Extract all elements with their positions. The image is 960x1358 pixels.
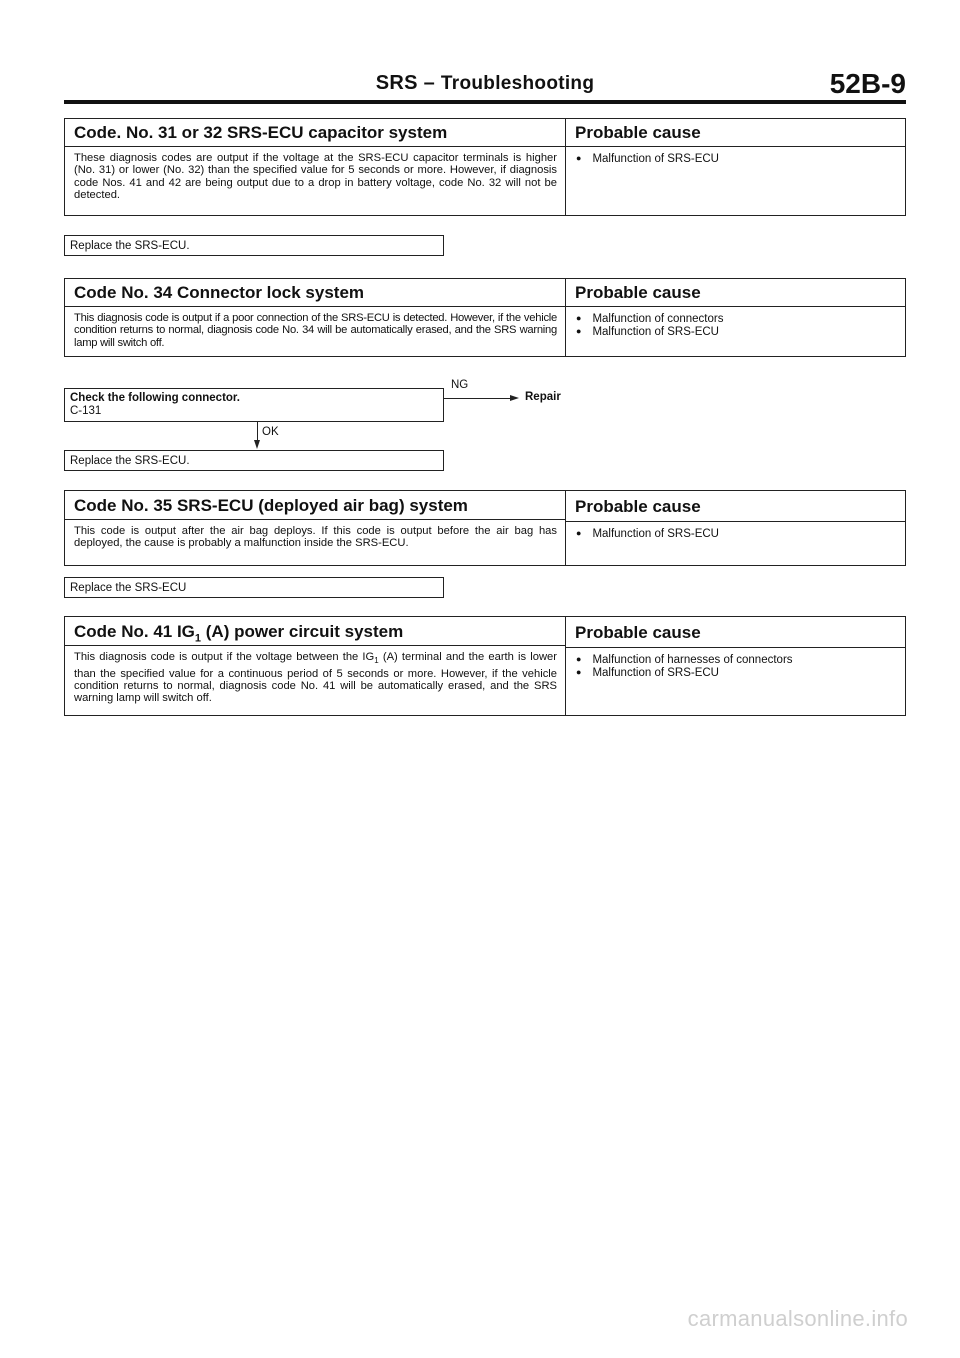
code-description-cell — [65, 279, 566, 356]
check-box — [64, 388, 444, 422]
page-header — [64, 68, 906, 104]
probable-cause-header: Probable cause — [566, 491, 905, 522]
code-description: This diagnosis code is output if a poor connection of the SRS-ECU is detected. However, if the vehicle condition returns to normal, diagnosis code No. 34 will be automatically erased, and the SRS warning lamp will switch off. — [74, 312, 557, 349]
cause-item: ● Malfunction of connectors — [576, 313, 905, 326]
code-34-block — [64, 278, 906, 357]
cause-item: ● Malfunction of SRS-ECU — [576, 528, 905, 541]
code-description: These diagnosis codes are output if the voltage at the SRS-ECU capacitor terminals is higher (No. 31) or lower (No. 32) than the specified value for 5 seconds or more. However, if diagnosis code Nos. 41 and 42 are being output due to a drop in battery voltage, code No. 32 will not be detected. — [74, 152, 557, 201]
action-box — [64, 235, 444, 256]
check-title: Check the following connector. — [70, 392, 240, 404]
cause-item: ● Malfunction of harnesses of connectors — [576, 654, 905, 667]
code-description-cell — [65, 491, 566, 565]
description-subscript: 1 — [374, 656, 379, 666]
title-main: SRS — [375, 72, 418, 94]
code-title-subscript: 1 — [194, 632, 202, 645]
code-title-prefix: Code No. 41 IG — [74, 622, 195, 641]
probable-cause-header: Probable cause — [566, 617, 905, 648]
action-text: Replace the SRS-ECU — [70, 582, 187, 594]
down-arrow-icon — [254, 440, 260, 449]
probable-cause-cell — [566, 119, 905, 215]
cause-item: ● Malfunction of SRS-ECU — [576, 667, 905, 680]
code-description: This code is output after the air bag deploys. If this code is output before the air bag has deployed, the cause is probably a malfunction inside the SRS-ECU. — [74, 525, 557, 550]
page-title — [64, 72, 906, 95]
cause-list — [566, 147, 905, 166]
code-description-cell — [65, 617, 566, 715]
check-item: C-131 — [70, 405, 102, 417]
description-part: This diagnosis code is output if the voltage between the IG — [74, 651, 375, 663]
code-31-32-block — [64, 118, 906, 216]
probable-cause-cell — [566, 491, 905, 565]
code-title: Code. No. 31 or 32 SRS-ECU capacitor system — [65, 119, 565, 147]
description-part: (A) terminal and the earth is lower than the specified value for a continuous period of 5 seconds or more. However, if the vehicle condition returns to normal, diagnosis code No. 41 will be automatically erased, and the SRS warning lamp will switch off. — [74, 651, 557, 705]
cause-list — [566, 648, 905, 679]
cause-list — [566, 522, 905, 541]
repair-label: Repair — [525, 391, 561, 403]
cause-list — [566, 307, 905, 338]
cause-item: ● Malfunction of SRS-ECU — [576, 153, 905, 166]
code-description-cell — [65, 119, 566, 215]
ok-label: OK — [262, 426, 279, 438]
action-box — [64, 450, 444, 471]
code-41-block — [64, 616, 906, 716]
action-box — [64, 577, 444, 598]
probable-cause-header: Probable cause — [566, 119, 905, 147]
watermark: carmanualsonline.info — [687, 1306, 908, 1331]
code-description — [65, 646, 565, 704]
code-title-suffix: (A) power circuit system — [201, 622, 404, 641]
code-title: Code No. 34 Connector lock system — [65, 279, 565, 307]
right-arrow-icon — [510, 395, 519, 401]
action-text: Replace the SRS-ECU. — [70, 455, 190, 467]
page-number: 52B-9 — [829, 68, 906, 99]
cause-item: ● Malfunction of SRS-ECU — [576, 326, 905, 339]
probable-cause-header: Probable cause — [566, 279, 905, 307]
title-sub: Troubleshooting — [440, 73, 595, 94]
ng-arrow-line — [444, 398, 510, 399]
code-35-block — [64, 490, 906, 566]
title-dash: – — [423, 72, 436, 94]
ng-label: NG — [451, 379, 469, 391]
code-title — [65, 617, 565, 646]
code-title: Code No. 35 SRS-ECU (deployed air bag) system — [65, 491, 565, 520]
probable-cause-cell — [566, 617, 905, 715]
probable-cause-cell — [566, 279, 905, 356]
action-text: Replace the SRS-ECU. — [70, 240, 190, 252]
